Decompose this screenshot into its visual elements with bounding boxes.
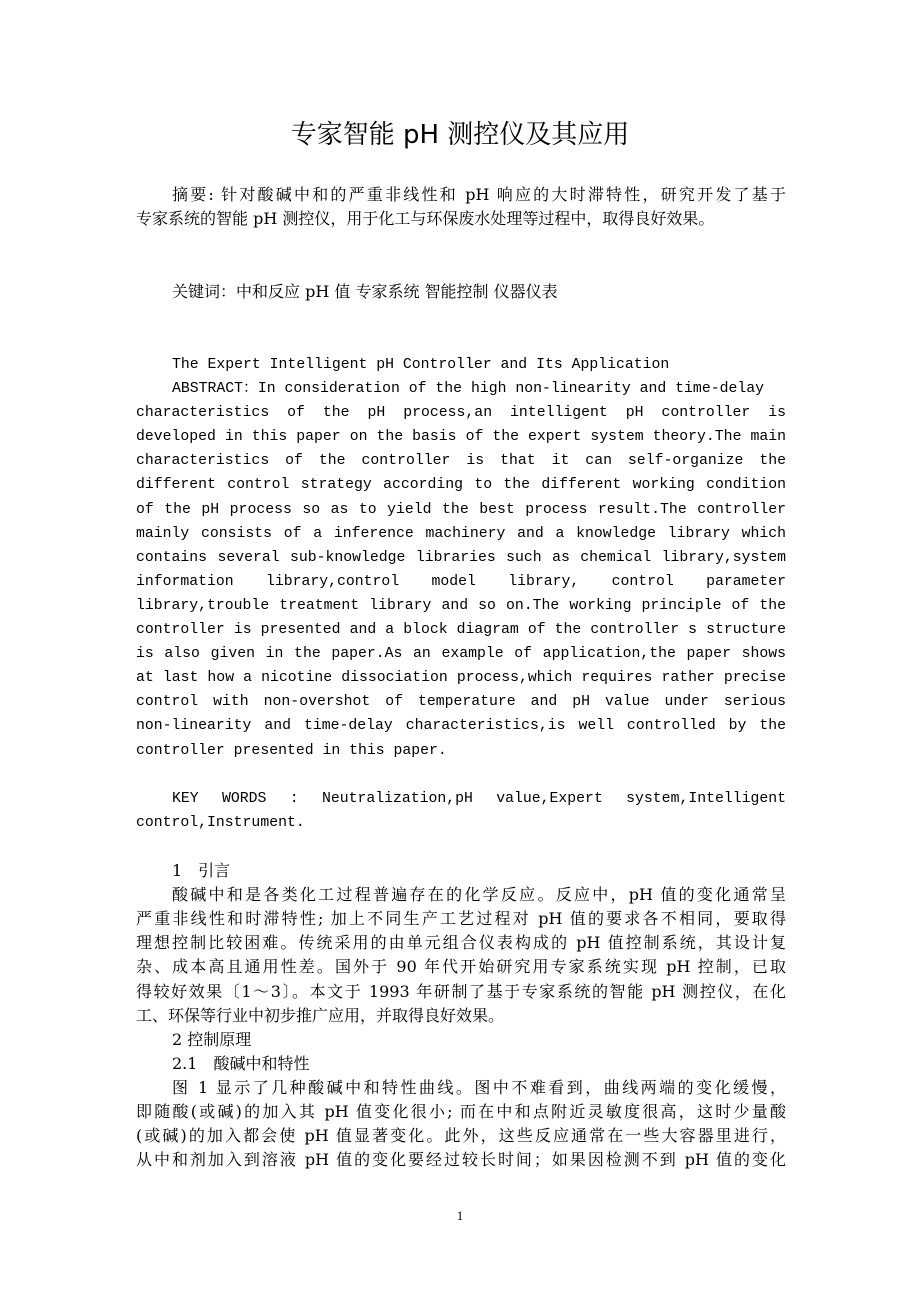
abstract-en-line: characteristics of the pH process,an intelligent pH controller is bbox=[136, 405, 786, 422]
abstract-en-line: controller presented in this paper. bbox=[136, 742, 447, 759]
abstract-en-line: library,trouble treatment library and so on.The working principle of the bbox=[136, 597, 786, 614]
body-line: 即随酸(或碱)的加入其 pH 值变化很小; 而在中和点附近灵敏度很高，这时少量酸 bbox=[136, 1102, 786, 1121]
subsection-heading: 2.1 酸碱中和特性 bbox=[172, 1053, 310, 1073]
keywords-cn: 关键词：中和反应 pH 值 专家系统 智能控制 仪器仪表 bbox=[172, 282, 558, 301]
abstract-en-line: characteristics of the controller is that it can self-organize the bbox=[136, 453, 786, 470]
body-line: 理想控制比较困难。传统采用的由单元组合仪表构成的 pH 值控制系统，其设计复 bbox=[136, 933, 786, 953]
document-title: 专家智能 pH 测控仪及其应用 bbox=[290, 120, 630, 150]
abstract-en-line: control with non-overshot of temperature and pH value under serious bbox=[136, 694, 786, 711]
abstract-en-line: at last how a nicotine dissociation process,which requires rather precise bbox=[136, 670, 786, 687]
body-line: 严重非线性和时滞特性; 加上不同生产工艺过程对 pH 值的要求各不相同，要取得 bbox=[136, 909, 786, 929]
keywords-en-line: KEY WORDS : Neutralization,pH value,Expert system,Intelligent bbox=[172, 791, 786, 807]
abstract-en-line: different control strategy according to the different working condition bbox=[136, 477, 786, 494]
abstract-en-line: ABSTRACT：In consideration of the high non-linearity and time-delay bbox=[172, 381, 764, 397]
english-title: The Expert Intelligent pH Controller and Its Application bbox=[172, 357, 670, 373]
page-number: 1 bbox=[456, 1208, 464, 1223]
abstract-cn-line: 专家系统的智能 pH 测控仪，用于化工与环保废水处理等过程中，取得良好效果。 bbox=[136, 209, 715, 228]
abstract-en-line: of the pH process so as to yield the best process result.The controller bbox=[136, 501, 786, 518]
section-heading: 2 控制原理 bbox=[172, 1029, 252, 1049]
abstract-en-line: is also given in the paper.As an example of application,the paper shows bbox=[136, 646, 786, 663]
body-line: (或碱)的加入都会使 pH 值显著变化。此外，这些反应通常在一些大容器里进行， bbox=[136, 1126, 786, 1146]
keywords-en-line: control,Instrument. bbox=[136, 815, 305, 831]
body-line: 图 1 显示了几种酸碱中和特性曲线。图中不难看到，曲线两端的变化缓慢， bbox=[172, 1077, 786, 1097]
abstract-en-line: information library,control model library, control parameter bbox=[136, 573, 786, 590]
abstract-en-line: non-linearity and time-delay characteristics,is well controlled by the bbox=[136, 718, 786, 735]
body-line: 酸碱中和是各类化工过程普遍存在的化学反应。反应中，pH 值的变化通常呈 bbox=[172, 885, 786, 905]
abstract-cn-line: 摘要: 针对酸碱中和的严重非线性和 pH 响应的大时滞特性，研究开发了基于 bbox=[172, 185, 786, 204]
body-line: 杂、成本高且通用性差。国外于 90 年代开始研究用专家系统实现 pH 控制，已取 bbox=[136, 957, 786, 977]
abstract-en-line: contains several sub-knowledge libraries such as chemical library,system bbox=[136, 549, 786, 566]
body-line: 工、环保等行业中初步推广应用，并取得良好效果。 bbox=[136, 1005, 505, 1025]
body-line: 从中和剂加入到溶液 pH 值的变化要经过较长时间；如果因检测不到 pH 值的变化 bbox=[136, 1150, 786, 1170]
abstract-en-line: developed in this paper on the basis of the expert system theory.The main bbox=[136, 429, 786, 446]
body-line: 得较好效果〔1～3〕。本文于 1993 年研制了基于专家系统的智能 pH 测控仪，在化 bbox=[136, 981, 786, 1001]
abstract-en-line: controller is presented and a block diagram of the controller s structure bbox=[136, 622, 786, 638]
section-heading: 1 引言 bbox=[172, 861, 231, 880]
abstract-en-line: mainly consists of a inference machinery and a knowledge library which bbox=[136, 525, 786, 542]
